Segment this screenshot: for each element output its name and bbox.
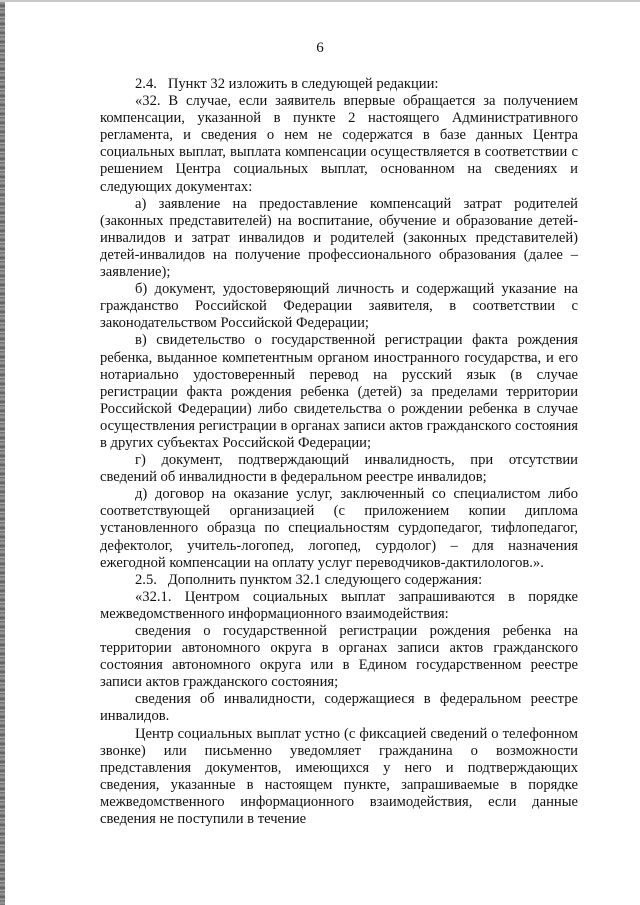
list-item-a: а) заявление на предоставление компенсаций затрат родителей (законных представителей) на воспитание, обучение и образование детей-инвалидов и затрат инвалидов и родителей (законных представителей) детей-инвалидов на получение профессионального образования (далее – заявление);	[100, 195, 578, 281]
list-item-v: в) свидетельство о государственной регистрации факта рождения ребенка, выданное компетентным органом иностранного государства, и его нотариально удостоверенный перевод на русский язык (в случае регистрации факта рождения ребенка (детей) за пределами территории Российской Федерации) либо свидетельства о рождении ребенка в случае осуществления регистрации в органах записи актов гражданского состояния в других субъектах Российской Федерации;	[100, 332, 578, 451]
paragraph-notification: Центр социальных выплат устно (с фиксацией сведений о телефонном звонке) или письменно уведомляет гражданина о возможности представления документов, имеющихся у него и подтверждающих сведения, указанные в настоящем пункте, запрашиваемые в порядке межведомственного информационного взаимодействия, если данные сведения не поступили в течение	[100, 725, 578, 828]
scan-binding-edge	[0, 0, 5, 905]
list-item-g: г) документ, подтверждающий инвалидность, при отсутствии сведений об инвалидности в федеральном реестре инвалидов;	[100, 452, 578, 486]
page-number: 6	[316, 40, 324, 56]
paragraph-2-5-heading: 2.5. Дополнить пунктом 32.1 следующего содержания:	[135, 571, 483, 588]
paragraph-32: «32. В случае, если заявитель впервые обращается за получением компенсации, указанной в пункте 2 настоящего Административного регламента, и сведения о нем не содержатся в базе данных Центра социальных выплат, выплата компенсации осуществляется в соответствии с решением Центра социальных выплат, основанном на сведениях и следующих документах:	[100, 93, 578, 195]
list-item-b: б) документ, удостоверяющий личность и содержащий указание на гражданство Российской Федерации заявителя, в соответствии с законодательством Российской Федерации;	[100, 281, 578, 332]
list-item-d: д) договор на оказание услуг, заключенный со специалистом либо соответствующей организацией (с приложением копии диплома установленного образца по специальностям сурдопедагог, тифлопедагог, дефектолог, учитель-логопед, логопед, сурдолог) – для назначения ежегодной компенсации на оплату услуг переводчиков-дактилологов.».	[100, 486, 578, 571]
paragraph-birth-registration: сведения о государственной регистрации рождения ребенка на территории автономного округа в органах записи актов гражданского состояния автономного округа или в Едином государственном реестре записи актов гражданского состояния;	[100, 623, 578, 691]
scan-top-edge	[0, 0, 640, 2]
paragraph-disability-info: сведения об инвалидности, содержащиеся в федеральном реестре инвалидов.	[100, 691, 578, 725]
paragraph-2-4-heading: 2.4. Пункт 32 изложить в следующей редакции:	[135, 76, 439, 92]
paragraph-32-1: «32.1. Центром социальных выплат запрашиваются в порядке межведомственного информационного взаимодействия:	[100, 588, 578, 622]
document-body	[100, 76, 578, 828]
